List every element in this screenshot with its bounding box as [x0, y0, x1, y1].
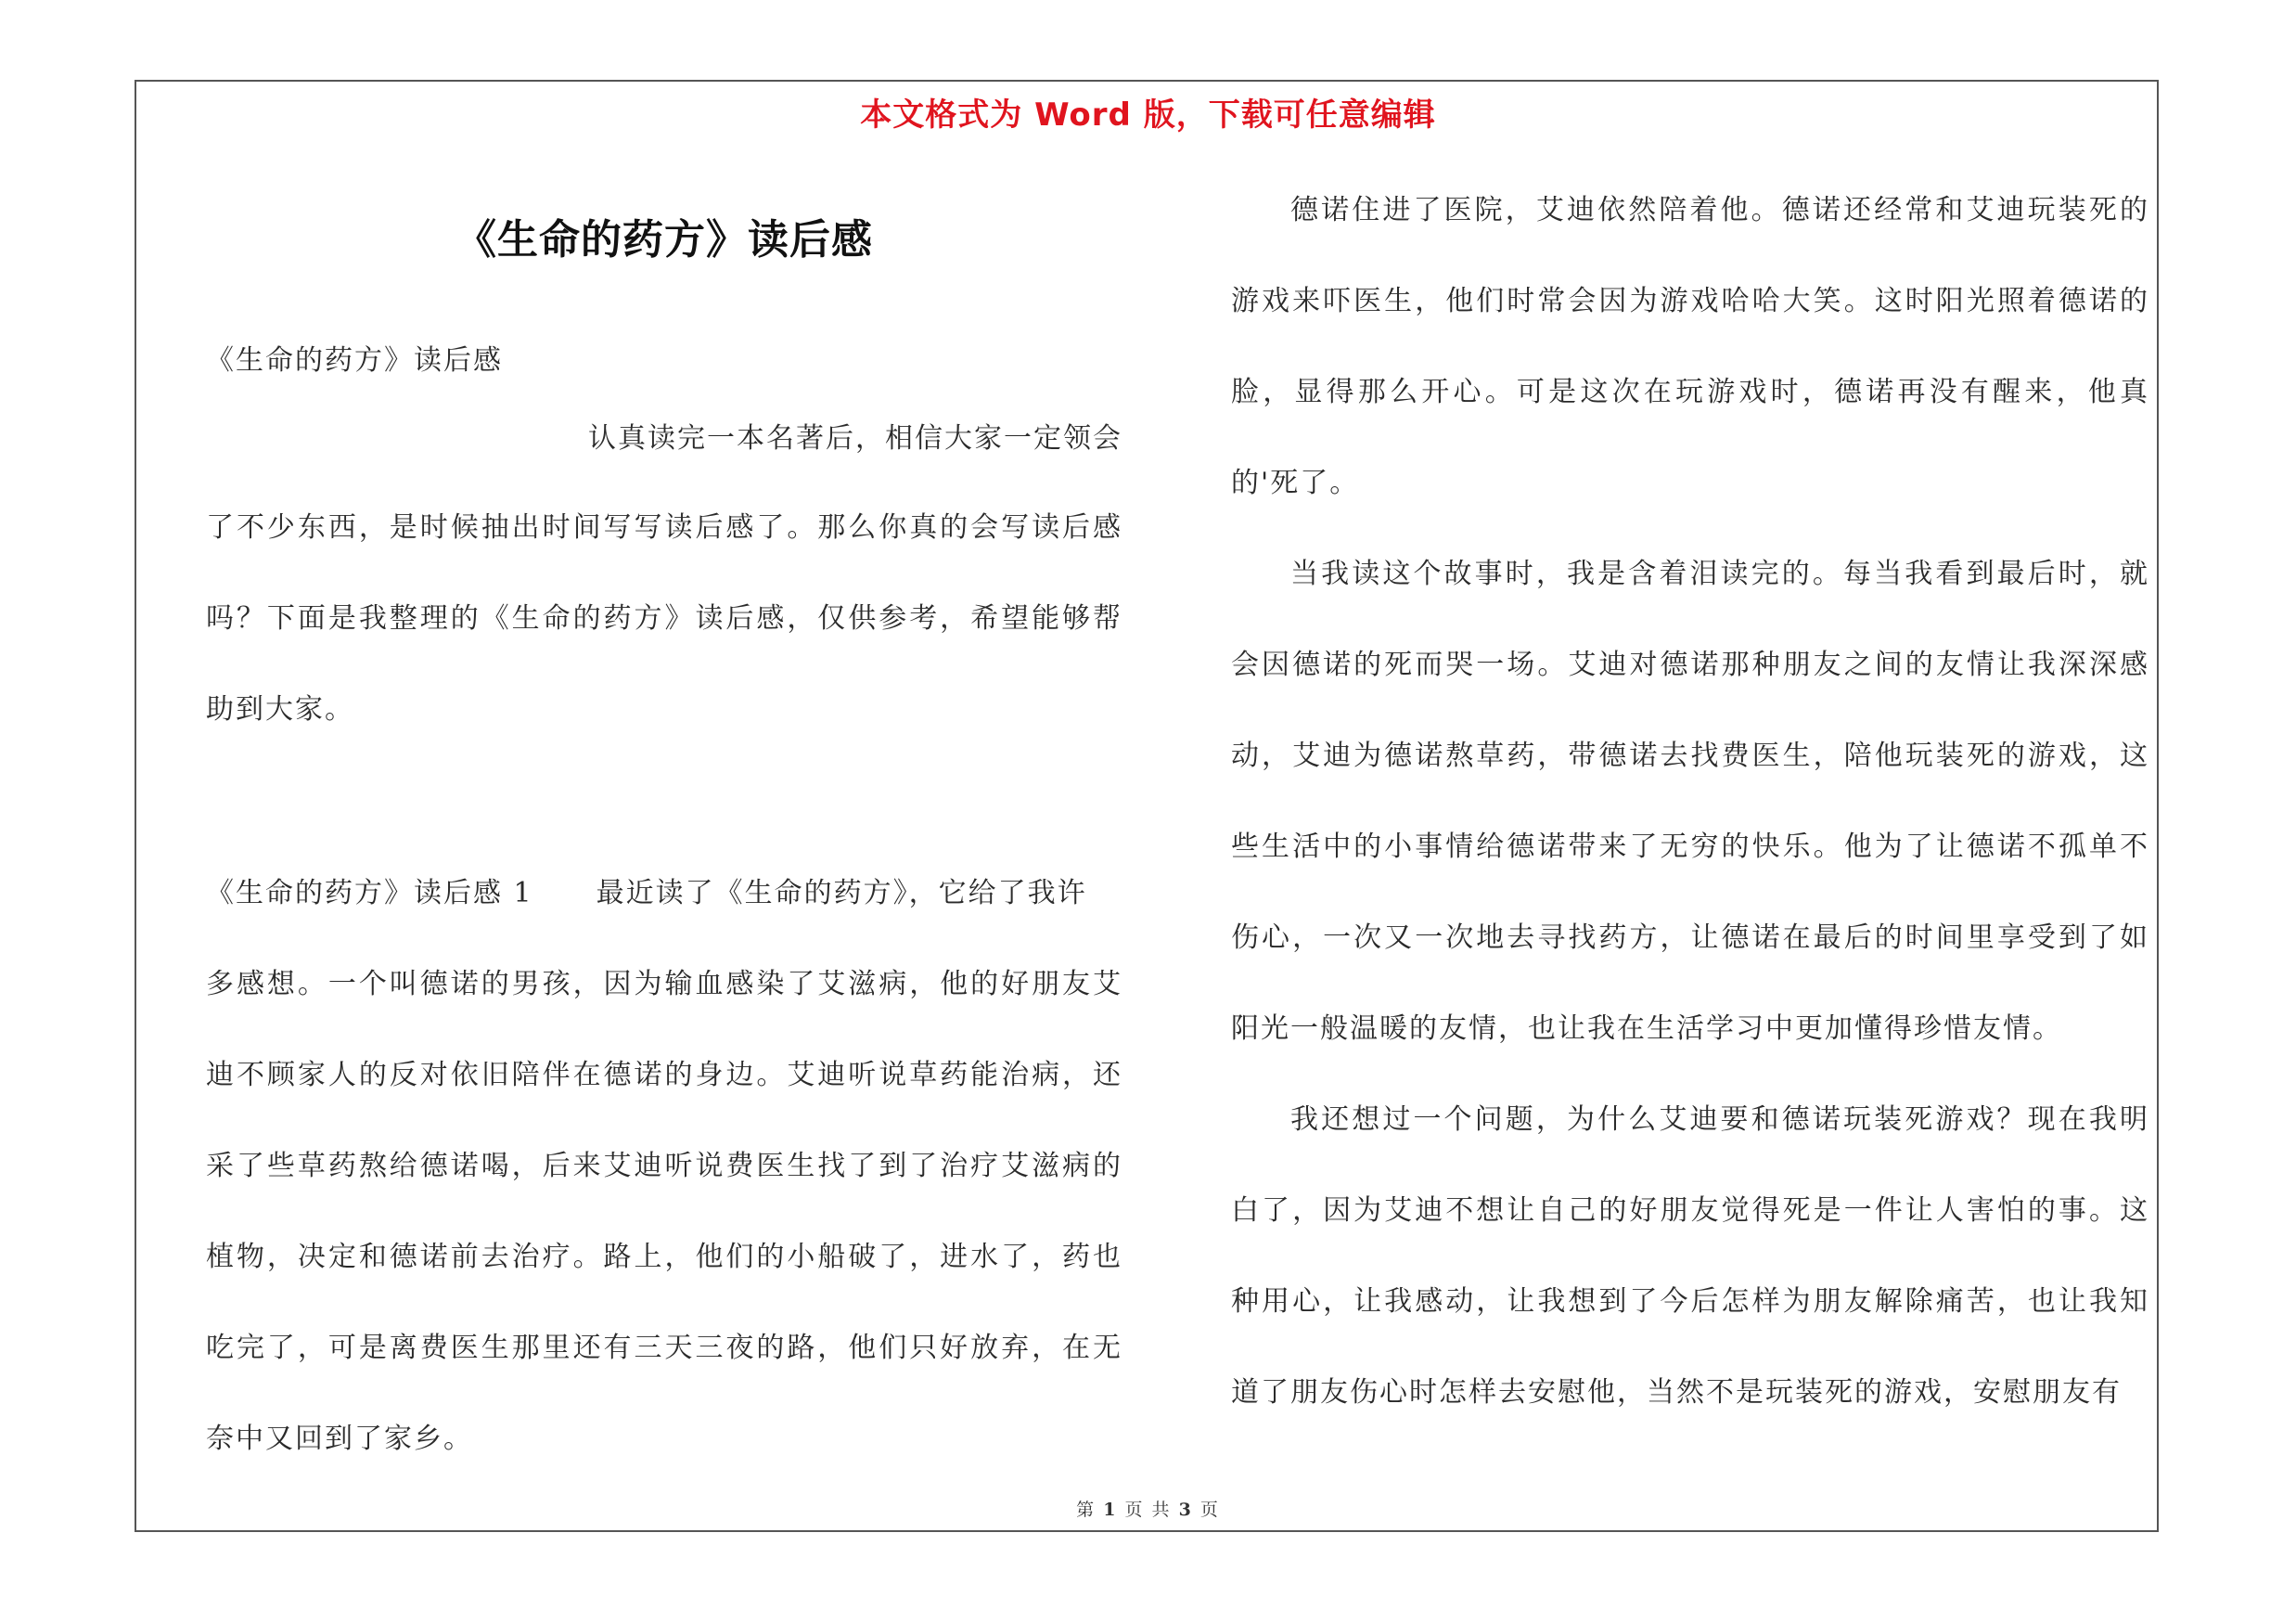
intro-first-line: 认真读完一本名著后，相信大家一定领会: [588, 422, 1122, 455]
subtitle: 《生命的药方》读后感: [206, 344, 503, 377]
intro-paragraph: 了不少东西，是时候抽出时间写写读后感了。那么你真的会写读后感吗？下面是我整理的《生命的药方》读后感，仅供参考，希望能够帮助到大家。: [206, 511, 1122, 726]
footer-page: 1: [1103, 1500, 1118, 1520]
essay-paragraph: [206, 848, 1122, 1485]
footer-suffix: 页: [1199, 1500, 1220, 1520]
footer-total: 3: [1178, 1500, 1193, 1520]
right-paragraph-1: 德诺住进了医院，艾迪依然陪着他。德诺还经常和艾迪玩装死的游戏来吓医生，他们时常会因为游戏哈哈大笑。这时阳光照着德诺的脸，显得那么开心。可是这次在玩游戏时，德诺再没有醒来，他真的'死了。: [1231, 194, 2149, 499]
right-paragraph-2: 当我读这个故事时，我是含着泪读完的。每当我看到最后时，就会因德诺的死而哭一场。艾迪对德诺那种朋友之间的友情让我深深感动，艾迪为德诺熬草药，带德诺去找费医生，陪他玩装死的游戏，这些生活中的小事情给德诺带来了无穷的快乐。他为了让德诺不孤单不伤心，一次又一次地去寻找药方，让德诺在最后的时间里享受到了如阳光一般温暖的友情，也让我在生活学习中更加懂得珍惜友情。: [1231, 558, 2149, 1045]
footer-prefix: 第: [1076, 1500, 1097, 1520]
essay-text-first: 最近读了《生命的药方》，它给了我许: [596, 877, 1087, 909]
editable-banner: 本文格式为 Word 版，下载可任意编辑: [860, 97, 1436, 134]
essay-text: 多感想。一个叫德诺的男孩，因为输血感染了艾滋病，他的好朋友艾迪不顾家人的反对依旧陪伴在德诺的身边。艾迪听说草药能治病，还采了些草药熬给德诺喝，后来艾迪听说费医生找了到了治疗艾滋病的植物，决定和德诺前去治疗。路上，他们的小船破了，进水了，药也吃完了，可是离费医生那里还有三天三夜的路，他们只好放弃，在无奈中又回到了家乡。: [206, 968, 1122, 1455]
footer-middle: 页 共: [1124, 1500, 1172, 1520]
document-title: 《生命的药方》读后感: [455, 216, 873, 264]
essay-label: 《生命的药方》读后感 1: [206, 877, 533, 909]
page-number: [0, 1496, 2296, 1521]
right-paragraph-3: 我还想过一个问题，为什么艾迪要和德诺玩装死游戏？现在我明白了，因为艾迪不想让自己的好朋友觉得死是一件让人害怕的事。这种用心，让我感动，让我想到了今后怎样为朋友解除痛苦，也让我知道了朋友伤心时怎样去安慰他，当然不是玩装死的游戏，安慰朋友有: [1231, 1103, 2149, 1409]
